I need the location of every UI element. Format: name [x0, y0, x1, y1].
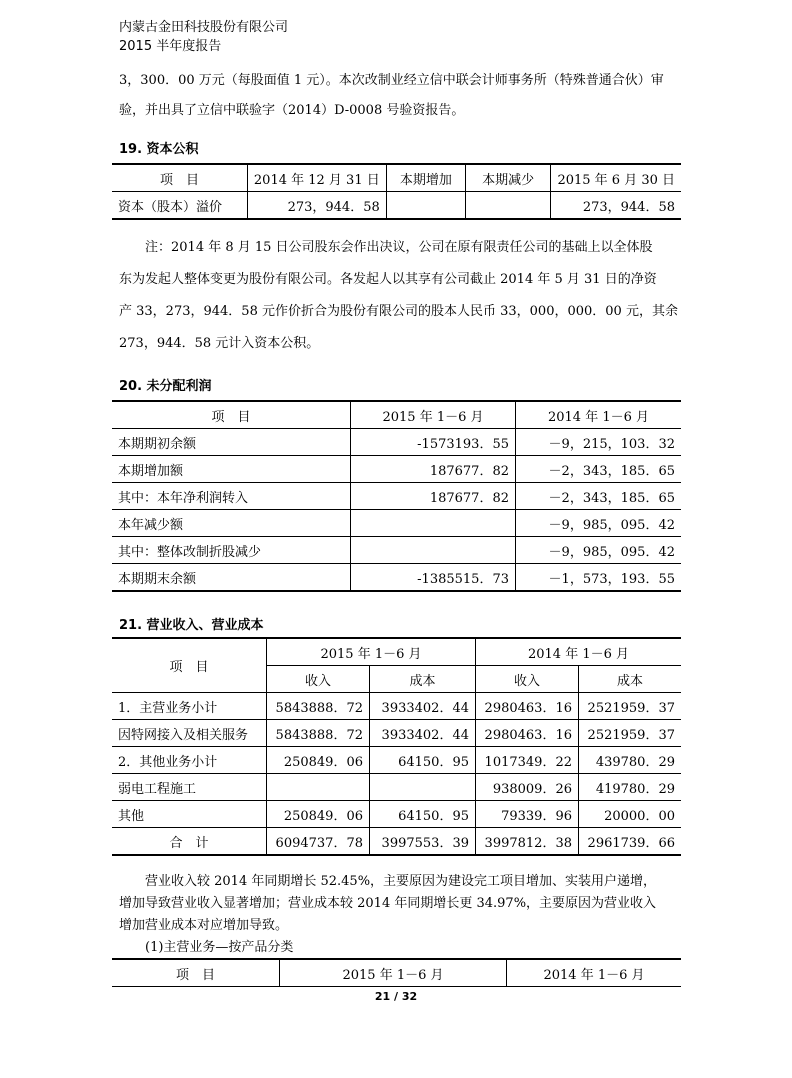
table-cell: 273，944．58 [247, 192, 386, 220]
table-cell: 187677．82 [351, 456, 516, 483]
intro-line: 3，300．00 万元（每股面值 1 元）。本次改制业经立信中联会计师事务所（特殊普通合伙）审 [119, 73, 664, 88]
table-cell: 弱电工程施工 [112, 774, 267, 801]
capital-reserve-table [112, 163, 681, 220]
table-header-cell: 项 目 [112, 638, 267, 693]
table-cell: 因特网接入及相关服务 [112, 720, 267, 747]
section-20-title: 20. 未分配利润 [119, 379, 212, 394]
table-row [112, 192, 681, 220]
revenue-cost-table [112, 637, 681, 856]
table-header-row [112, 959, 681, 987]
section-21-title: 21. 营业收入、营业成本 [119, 618, 264, 633]
intro-paragraph [119, 66, 681, 126]
table-cell [386, 192, 465, 220]
table-total-row [112, 828, 681, 856]
table-cell: 其他 [112, 801, 267, 828]
table-cell: 2961739．66 [579, 828, 682, 856]
table-cell: 2．其他业务小计 [112, 747, 267, 774]
table-cell: 187677．82 [351, 483, 516, 510]
note-line: 增加营业成本对应增加导致。 [119, 918, 289, 933]
table-header-cell: 2015 年 1－6 月 [267, 638, 476, 666]
page-header [119, 18, 288, 56]
table-cell: 273，944．58 [551, 192, 681, 220]
table-row [112, 510, 681, 537]
table-header-cell: 项 目 [112, 401, 351, 429]
table-header-cell: 项 目 [112, 959, 280, 987]
table-cell: －9，985，095．42 [516, 537, 682, 564]
table-cell: -1385515．73 [351, 564, 516, 592]
page-number: 21 / 32 [374, 990, 418, 1003]
table-cell: -1573193．55 [351, 429, 516, 456]
note-line: 东为发起人整体变更为股份有限公司。各发起人以其享有公司截止 2014 年 5 月 31 日的净资 [119, 272, 657, 287]
subsection-title: (1)主营业务—按产品分类 [145, 940, 294, 955]
table-cell: 79339．96 [476, 801, 579, 828]
table-cell: －9，215，103．32 [516, 429, 682, 456]
table-header-cell: 收入 [267, 666, 370, 693]
table-cell: 本期期初余额 [112, 429, 351, 456]
table-cell: 2980463．16 [476, 720, 579, 747]
table-row [112, 483, 681, 510]
table-cell: 本期增加额 [112, 456, 351, 483]
table-row [112, 720, 681, 747]
table-cell: 5843888．72 [267, 693, 370, 720]
table-cell: －2，343，185．65 [516, 456, 682, 483]
table-row [112, 801, 681, 828]
table-cell [351, 537, 516, 564]
section-19-title: 19. 资本公积 [119, 142, 199, 157]
table-header-cell: 2015 年 6 月 30 日 [551, 164, 681, 192]
table-header-cell: 本期增加 [386, 164, 465, 192]
table-cell: －2，343，185．65 [516, 483, 682, 510]
table-row [112, 564, 681, 592]
table-cell: 64150．95 [370, 747, 476, 774]
table-header-cell: 收入 [476, 666, 579, 693]
table-cell: 3933402．44 [370, 693, 476, 720]
table-cell: 20000．00 [579, 801, 682, 828]
table-cell: 3997812．38 [476, 828, 579, 856]
table-header-cell: 2014 年 1－6 月 [476, 638, 682, 666]
table-cell [465, 192, 551, 220]
table-row [112, 537, 681, 564]
note-line: 增加导致营业收入显著增加；营业成本较 2014 年同期增长更 34.97%，主要原因为营业收入 [119, 896, 657, 911]
table-cell: 本年减少额 [112, 510, 351, 537]
table-header-cell: 2015 年 1－6 月 [351, 401, 516, 429]
table-cell: 1017349．22 [476, 747, 579, 774]
table-row [112, 456, 681, 483]
table-header-cell: 2014 年 1－6 月 [507, 959, 682, 987]
table-cell: 439780．29 [579, 747, 682, 774]
table-cell: 其中：本年净利润转入 [112, 483, 351, 510]
section-19-note [119, 232, 681, 360]
table-cell [267, 774, 370, 801]
table-cell: 2521959．37 [579, 720, 682, 747]
table-cell: 2980463．16 [476, 693, 579, 720]
table-row [112, 774, 681, 801]
note-line: 产 33，273，944．58 元作价折合为股份有限公司的股本人民币 33，000，000．00 元，其余 [119, 304, 678, 319]
note-line: 营业收入较 2014 年同期增长 52.45%，主要原因为建设完工项目增加、实装用户递增， [145, 874, 657, 889]
table-cell: 6094737．78 [267, 828, 370, 856]
note-line: 273，944．58 元计入资本公积。 [119, 336, 320, 351]
table-header-cell: 2014 年 12 月 31 日 [247, 164, 386, 192]
table-cell: 其中：整体改制折股减少 [112, 537, 351, 564]
table-header-cell: 2014 年 1－6 月 [516, 401, 682, 429]
table-cell: 419780．29 [579, 774, 682, 801]
table-cell: －1，573，193．55 [516, 564, 682, 592]
table-header-cell: 成本 [370, 666, 476, 693]
intro-line: 验，并出具了立信中联验字（2014）D-0008 号验资报告。 [119, 103, 465, 118]
retained-earnings-table [112, 400, 681, 592]
table-cell: 合 计 [112, 828, 267, 856]
table-header-row [112, 638, 681, 666]
table-cell: 5843888．72 [267, 720, 370, 747]
note-line: 注：2014 年 8 月 15 日公司股东会作出决议，公司在原有限责任公司的基础上以全体股 [145, 240, 653, 255]
table-cell: 938009．26 [476, 774, 579, 801]
table-header-cell: 项 目 [112, 164, 247, 192]
company-name: 内蒙古金田科技股份有限公司 [119, 20, 289, 35]
table-cell [370, 774, 476, 801]
report-name: 2015 半年度报告 [119, 39, 222, 54]
table-cell: 本期期末余额 [112, 564, 351, 592]
table-cell: 3933402．44 [370, 720, 476, 747]
table-cell: 250849．06 [267, 747, 370, 774]
table-cell: 1．主营业务小计 [112, 693, 267, 720]
table-header-row [112, 164, 681, 192]
table-cell [351, 510, 516, 537]
table-row [112, 747, 681, 774]
table-header-cell: 本期减少 [465, 164, 551, 192]
main-business-table [112, 958, 681, 987]
table-cell: 64150．95 [370, 801, 476, 828]
table-cell: 资本（股本）溢价 [112, 192, 247, 220]
table-row [112, 429, 681, 456]
table-cell: 3997553．39 [370, 828, 476, 856]
table-header-cell: 2015 年 1－6 月 [280, 959, 507, 987]
section-21-note [119, 871, 681, 959]
table-header-cell: 成本 [579, 666, 682, 693]
table-cell: －9，985，095．42 [516, 510, 682, 537]
table-cell: 250849．06 [267, 801, 370, 828]
table-header-row [112, 401, 681, 429]
table-row [112, 693, 681, 720]
table-cell: 2521959．37 [579, 693, 682, 720]
